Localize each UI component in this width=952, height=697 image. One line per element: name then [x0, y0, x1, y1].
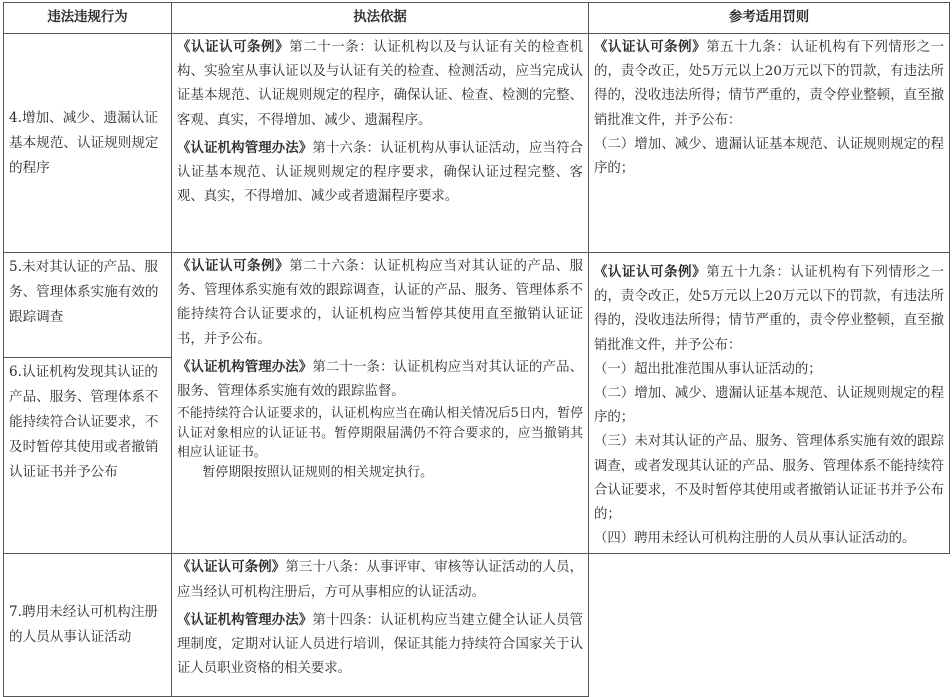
penalty-item: （一）超出批准范围从事认证活动的；: [594, 361, 822, 377]
table-row: [4, 34, 950, 253]
header-behavior: 违法违规行为: [4, 3, 172, 34]
table-row: [4, 253, 950, 358]
penalty-item: （四）聘用未经认可机构注册的人员从事认证活动的。: [594, 531, 916, 547]
basis-paragraph: [177, 255, 583, 352]
basis-paragraph: 不能持续符合认证要求的，认证机构应当在确认相关情况后5日内，暂停认证对象相应的认证证书。暂停期限届满仍不符合要求的，应当撤销其相应认证证书。: [177, 406, 583, 461]
basis-paragraph: [177, 609, 583, 682]
penalty-item: （二）增加、减少、遗漏认证基本规范、认证规则规定的程序的；: [594, 386, 944, 426]
law-name: 《认证认可条例》: [177, 259, 290, 274]
law-name: 《认证认可条例》: [594, 40, 707, 55]
header-row: [4, 3, 950, 34]
behavior-cell: 5.未对其认证的产品、服务、管理体系实施有效的跟踪调查: [4, 253, 172, 358]
law-name: 《认证机构管理办法》: [177, 612, 313, 628]
behavior-cell: 7.聘用未经认可机构注册的人员从事认证活动: [4, 554, 172, 697]
table-row: [4, 554, 950, 697]
law-name: 《认证机构管理办法》: [177, 140, 313, 156]
basis-paragraph: [177, 36, 583, 133]
law-text: 第三十八条：从事评审、审核等认证活动的人员，应当经认可机构注册后，方可从事相应的认证活动。: [177, 560, 584, 600]
penalty-cell: [589, 253, 950, 554]
law-text: 第二十六条：认证机构应当对其认证的产品、服务、管理体系实施有效的跟踪调查，认证的产品、服务、管理体系不能持续符合认证要求的，认证机构应当暂停其使用直至撤销认证证书，并予公布。: [177, 259, 584, 347]
law-text: 第五十九条：认证机构有下列情形之一的，责令改正，处5万元以上20万元以下的罚款，有违法所得的，没收违法所得；情节严重的，责令停业整顿，直至撤销批准文件，并予公布：: [594, 40, 944, 128]
law-name: 《认证认可条例》: [177, 40, 290, 55]
law-name: 《认证认可条例》: [177, 560, 286, 576]
penalty-intro: [594, 261, 944, 358]
penalty-item: （二）增加、减少、遗漏认证基本规范、认证规则规定的程序的；: [594, 136, 944, 177]
law-text: 第五十九条：认证机构有下列情形之一的，责令改正，处5万元以上20万元以下的罚款，有违法所得的，没收违法所得；情节严重的，责令停业整顿，直至撤销批准文件，并予公布：: [594, 265, 944, 353]
basis-cell: [172, 34, 589, 253]
basis-paragraph: 暂停期限按照认证规则的相关规定执行。: [202, 464, 433, 480]
behavior-cell: 6.认证机构发现其认证的产品、服务、管理体系不能持续符合认证要求，不及时暂停其使用或者撤销认证证书并予公布: [4, 357, 172, 554]
law-name: 《认证认可条例》: [594, 265, 707, 280]
header-basis: 执法依据: [172, 3, 589, 34]
basis-paragraph: [177, 137, 583, 210]
basis-paragraph: [177, 556, 583, 604]
header-penalty: 参考适用罚则: [589, 3, 950, 34]
enforcement-table: [3, 2, 950, 697]
penalty-item: （三）未对其认证的产品、服务、管理体系实施有效的跟踪调查，或者发现其认证的产品、服务、管理体系不能持续符合认证要求，不及时暂停其使用或者撤销认证证书并予公布的；: [594, 434, 944, 523]
law-text: 第二十一条：认证机构应当对其认证的产品、服务、管理体系实施有效的跟踪监督。: [177, 359, 584, 400]
penalty-intro: [594, 36, 944, 133]
basis-paragraph: [177, 356, 583, 404]
basis-cell: [172, 554, 589, 697]
penalty-cell: [589, 34, 950, 253]
basis-cell: [172, 253, 589, 554]
law-text: 第十六条：认证机构从事认证活动，应当符合认证基本规范、认证规则规定的程序要求，确保认证过程完整、客观、真实，不得增加、减少或者遗漏程序要求。: [177, 140, 584, 205]
law-name: 《认证机构管理办法》: [177, 359, 313, 375]
law-text: 第十四条：认证机构应当建立健全认证人员管理制度，定期对认证人员进行培训，保证其能力持续符合国家关于认证人员职业资格的相关要求。: [177, 612, 584, 677]
law-text: 第二十一条：认证机构以及与认证有关的检查机构、实验室从事认证以及与认证有关的检查、检测活动，应当完成认证基本规范、认证规则规定的程序，确保认证、检查、检测的完整、客观、真实，不得增加、减少、遗漏程序。: [177, 40, 584, 128]
behavior-cell: 4.增加、减少、遗漏认证基本规范、认证规则规定的程序: [4, 34, 172, 253]
